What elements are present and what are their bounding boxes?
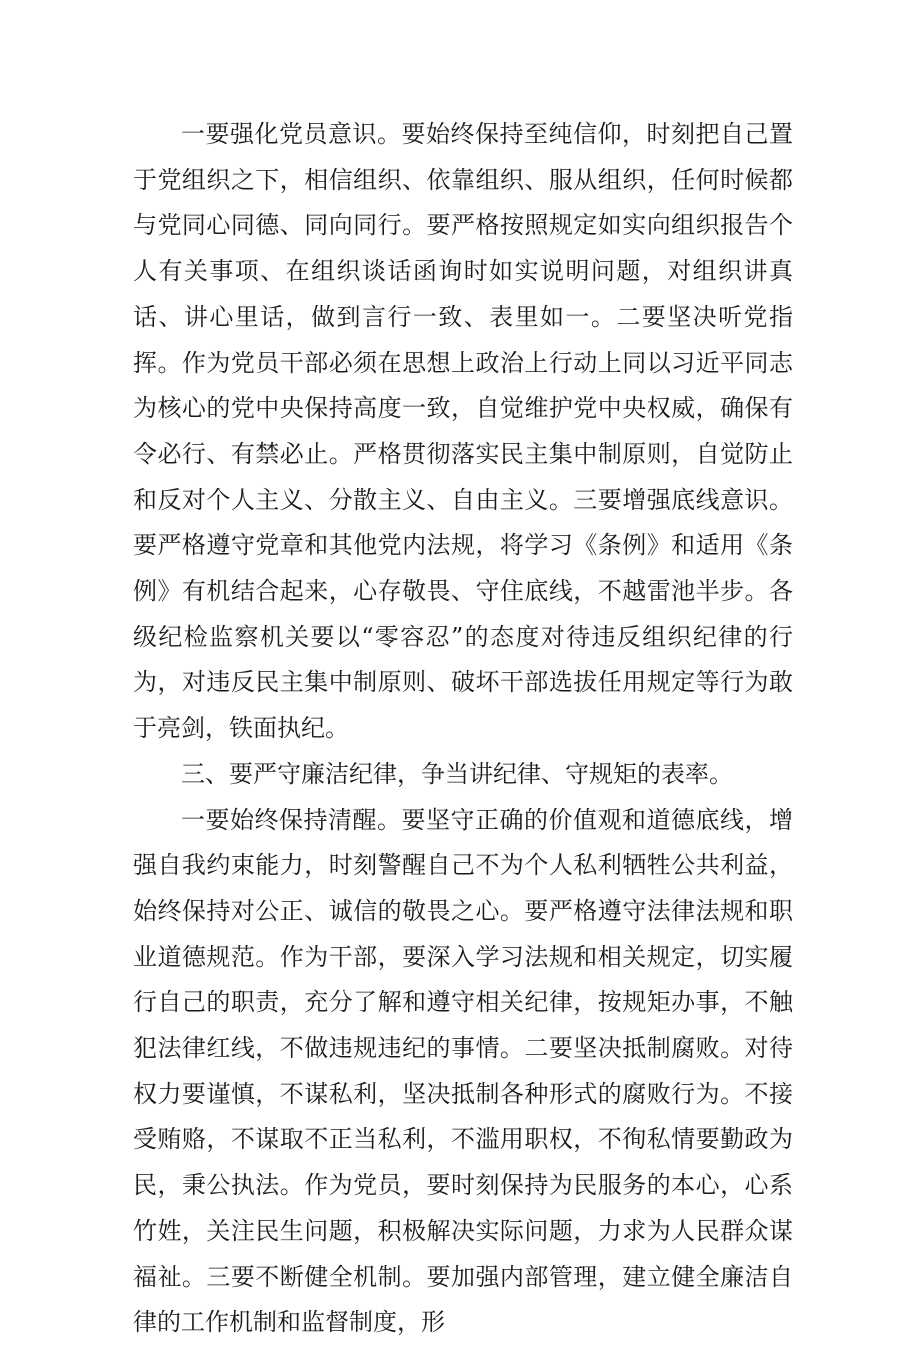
section-heading-integrity-discipline: 三、要严守廉洁纪律，争当讲纪律、守规矩的表率。 (181, 759, 733, 788)
document-page (133, 112, 793, 1346)
paragraph-integrity-discipline: 一要始终保持清醒。要坚守正确的价值观和道德底线，增强自我约束能力，时刻警醒自己不为个人私利牺牲公共利益，始终保持对公正、诚信的敬畏之心。要严格遵守法律法规和职业道德规范。作为干部，要深入学习法规和相关规定，切实履行自己的职责，充分了解和遵守相关纪律，按规矩办事，不触犯法律红线，不做违规违纪的事情。二要坚决抵制腐败。对待权力要谨慎，不谋私利，坚决抵制各种形式的腐败行为。不接受贿赂，不谋取不正当私利，不滥用职权，不徇私情要勤政为民，秉公执法。作为党员，要时刻保持为民服务的本心，心系竹姓，关注民生问题，积极解决实际问题，力求为人民群众谋福祉。三要不断健全机制。要加强内部管理，建立健全廉洁自律的工作机制和监督制度，形 (133, 805, 793, 1337)
paragraph-organization-discipline: 一要强化党员意识。要始终保持至纯信仰，时刻把自己置于党组织之下，相信组织、依靠组织、服从组织，任何时候都与党同心同德、同向同行。要严格按照规定如实向组织报告个人有关事项、在组织谈话函询时如实说明问题，对组织讲真话、讲心里话，做到言行一致、表里如一。二要坚决听党指挥。作为党员干部必须在思想上政治上行动上同以习近平同志为核心的党中央保持高度一致，自觉维护党中央权威，确保有令必行、有禁必止。严格贯彻落实民主集中制原则，自觉防止和反对个人主义、分散主义、自由主义。三要增强底线意识。要严格遵守党章和其他党内法规，将学习《条例》和适用《条例》有机结合起来，心存敬畏、守住底线，不越雷池半步。各级纪检监察机关要以“零容忍”的态度对待违反组织纪律的行为，对违反民主集中制原则、破坏干部选拔任用规定等行为敢于亮剑，铁面执纪。 (133, 120, 793, 743)
